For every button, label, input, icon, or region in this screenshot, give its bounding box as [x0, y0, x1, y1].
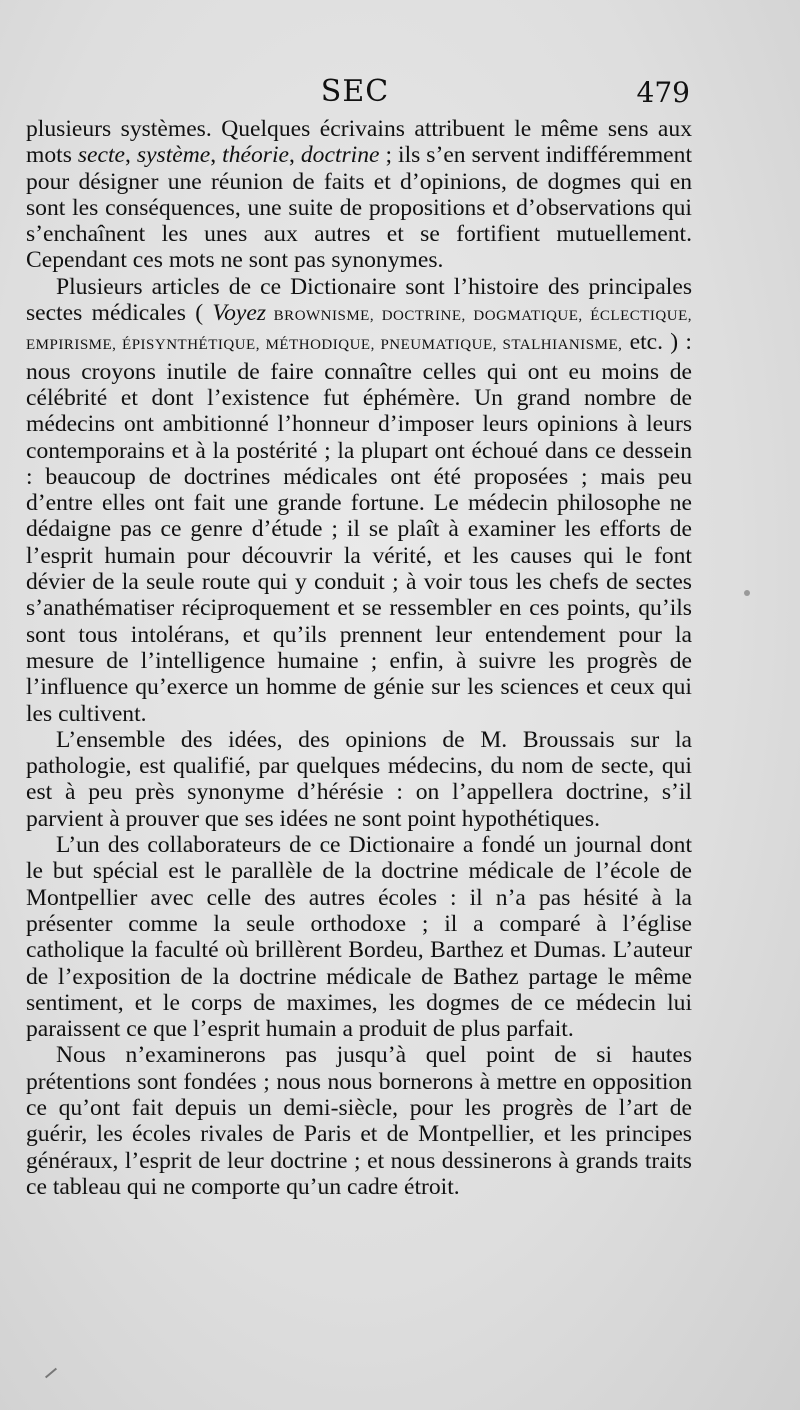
running-head: SEC	[320, 74, 390, 109]
paragraph-2	[26, 274, 692, 727]
term-theorie: théorie	[222, 142, 289, 169]
page-blemish	[744, 590, 750, 596]
p1-text-a: plusieurs systèmes. Quelques écrivains attribuent le même sens aux mots	[26, 116, 692, 169]
paragraph-1	[26, 116, 692, 274]
paragraph-4: L’un des collaborateurs de ce Dictionaire a fondé un journal dont le but spécial est le parallèle de la doctrine médicale de l’école de Montpellier avec celle des autres écoles : il n’a pas hésité à la présenter comme la seule orthodoxe ; il a comparé à l’église catholique la faculté où brillèrent Bordeu, Barthez et Dumas. L’auteur de l’exposition de la doctrine médicale de Bathez partage le même sentiment, et le corps de maximes, les dogmes de ce médecin lui paraissent ce que l’esprit humain a produit de plus parfait.	[26, 832, 692, 1043]
term-doctrine: doctrine	[300, 142, 380, 169]
p2-text-b: etc. ) : nous croyons inutile de faire connaître celles qui ont eu moins de célébrité et dont l’existence fut éphémère. Un grand nombre de médecins ont ambitionné l’honneur d’imposer leurs opinions à leurs contemporains et à la postérité ; la plupart ont échoué dans ce dessein : beaucoup de doctrines médicales ont été proposées ; mais peu d’entre elles ont fait une grande fortune. Le médecin philosophe ne dédaigne pas ce genre d’étude ; il se plaît à examiner les efforts de l’esprit humain pour découvrir la vérité, et les causes qui le font dévier de la seule route qui y conduit ; à voir tous les chefs de sectes s’anathématiser réciproquement et se ressembler en ces points, qu’ils sont tous intolérans, et qu’ils prennent leur entendement pour la mesure de l’intelligence humaine ; enfin, à suivre les progrès de l’influence qu’exerce un homme de génie sur les sciences et ceux qui les cultivent.	[26, 329, 692, 727]
page-header	[0, 70, 800, 120]
term-systeme: système	[136, 142, 211, 169]
paragraph-5: Nous n’examinerons pas jusqu’à quel point de si hautes prétentions sont fondées ; nous nous bornerons à mettre en opposition ce qu’ont fait depuis un demi-siècle, pour les progrès de l’art de guérir, les écoles rivales de Paris et de Montpellier, et les principes généraux, l’esprit de leur doctrine ; et nous dessinerons à grands traits ce tableau qui ne comporte qu’un cadre étroit.	[26, 1042, 692, 1200]
page-number: 479	[636, 76, 690, 109]
p1-sep-2: ,	[210, 142, 223, 169]
term-secte: secte	[77, 142, 126, 169]
cross-references: BROWNISME, DOCTRINE, DOGMATIQUE, ÉCLECTIQUE, EMPIRISME, ÉPISYNTHÉTIQUE, MÉTHODIQUE, PNEUMATIQUE, STALHIANISME,	[26, 308, 692, 354]
body-text	[26, 116, 692, 1200]
p2-text-a: Plusieurs articles de ce Dictionaire sont l’histoire des principales sectes médicales (	[26, 273, 692, 327]
p1-sep-3: ,	[289, 142, 301, 169]
p1-text-b: ; ils s’en servent indifféremment pour désigner une réunion de faits et d’opinions, de dogmes qui en sont les conséquences, une suite de propositions et d’observations qui s’enchaînent les unes aux autres et se fortifient mutuellement. Cependant ces mots ne sont pas synonymes.	[26, 142, 692, 274]
p1-sep-1: ,	[125, 142, 137, 169]
voyez-label: Voyez	[212, 300, 267, 327]
paragraph-3: L’ensemble des idées, des opinions de M. Broussais sur la pathologie, est qualifié, par quelques médecins, du nom de secte, qui est à peu près synonyme d’hérésie : on l’appellera doctrine, s’il parvient à prouver que ses idées ne sont point hypothétiques.	[26, 726, 692, 832]
margin-mark	[45, 1368, 57, 1379]
